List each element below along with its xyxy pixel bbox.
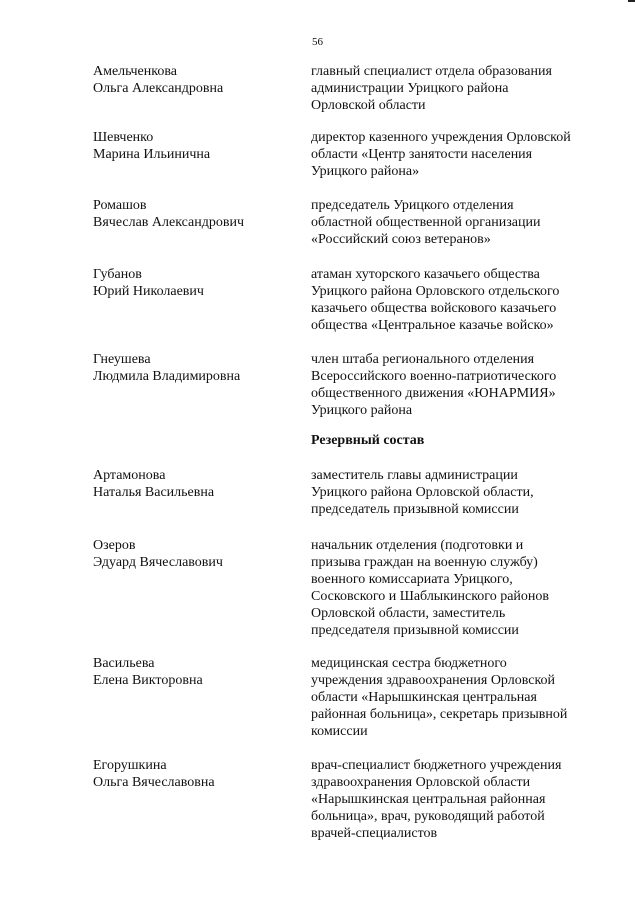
member-role: главный специалист отдела образования администрации Урицкого района Орловской области bbox=[311, 64, 552, 113]
member-name bbox=[93, 266, 293, 300]
member-surname: Губанов bbox=[93, 267, 142, 282]
member-given-name: Елена Викторовна bbox=[93, 673, 203, 688]
member-surname: Ромашов bbox=[93, 198, 147, 213]
member-role: атаман хуторского казачьего общества Урицкого района Орловского отдельского казачьего общества войскового казачьего общества «Центральное казачье войско» bbox=[311, 267, 560, 333]
member-surname: Шевченко bbox=[93, 130, 154, 145]
member-given-name: Людмила Владимировна bbox=[93, 369, 241, 384]
member-role: начальник отделения (подготовки и призыва граждан на военную службу) военного комиссариата Урицкого, Сосковского и Шаблыкинского районов Орловской области, заместитель председателя призывной комиссии bbox=[311, 538, 550, 638]
page-number: 56 bbox=[312, 36, 323, 48]
member-name bbox=[93, 129, 293, 163]
member-name bbox=[93, 467, 293, 501]
member-name bbox=[93, 537, 293, 571]
member-surname: Амельченкова bbox=[93, 64, 177, 79]
member-role: медицинская сестра бюджетного учреждения здравоохранения Орловской области «Нарышкинская центральная районная больница», секретарь призывной комиссии bbox=[311, 656, 568, 739]
member-role: директор казенного учреждения Орловской области «Центр занятости населения Урицкого района» bbox=[311, 130, 571, 179]
member-given-name: Эдуард Вячеславович bbox=[93, 555, 223, 570]
member-given-name: Ольга Вячеславовна bbox=[93, 775, 215, 790]
member-given-name: Марина Ильинична bbox=[93, 147, 211, 162]
member-given-name: Вячеслав Александрович bbox=[93, 215, 245, 230]
member-surname: Егорушкина bbox=[93, 758, 167, 773]
member-role: врач-специалист бюджетного учреждения здравоохранения Орловской области «Нарышкинская центральная районная больница», врач, руководящий работой врачей-специалистов bbox=[311, 758, 562, 841]
reserve-heading: Резервный состав bbox=[311, 433, 425, 448]
member-name bbox=[93, 655, 293, 689]
member-given-name: Наталья Васильевна bbox=[93, 485, 215, 500]
member-name bbox=[93, 757, 293, 791]
member-surname: Артамонова bbox=[93, 468, 166, 483]
page-edge-mark bbox=[628, 0, 635, 2]
member-role: заместитель главы администрации Урицкого района Орловской области, председатель призывной комиссии bbox=[311, 468, 534, 517]
member-given-name: Ольга Александровна bbox=[93, 81, 224, 96]
member-surname: Васильева bbox=[93, 656, 155, 671]
member-role: председатель Урицкого отделения областной общественной организации «Российский союз ветеранов» bbox=[311, 198, 541, 247]
member-name bbox=[93, 197, 293, 231]
member-surname: Гнеушева bbox=[93, 352, 151, 367]
member-given-name: Юрий Николаевич bbox=[93, 284, 204, 299]
member-surname: Озеров bbox=[93, 538, 136, 553]
member-name bbox=[93, 63, 293, 97]
member-name bbox=[93, 351, 293, 385]
member-role: член штаба регионального отделения Всероссийского военно-патриотического общественного движения «ЮНАРМИЯ» Урицкого района bbox=[311, 352, 557, 418]
